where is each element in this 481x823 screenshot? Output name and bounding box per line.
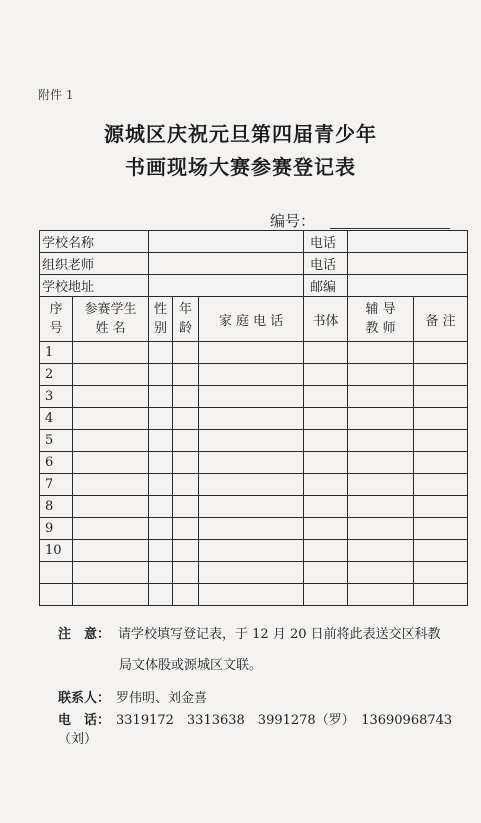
cell[interactable] [173,562,199,584]
cell[interactable] [414,474,468,496]
cell[interactable] [73,518,149,540]
cell[interactable] [149,364,173,386]
cell[interactable] [304,386,348,408]
cell[interactable] [199,452,304,474]
address-field[interactable] [149,275,304,297]
cell[interactable] [304,562,348,584]
cell[interactable] [149,496,173,518]
row-number: 5 [40,430,73,452]
cell[interactable] [173,430,199,452]
cell[interactable] [73,474,149,496]
cell[interactable] [199,364,304,386]
cell[interactable] [149,342,173,364]
cell[interactable] [73,364,149,386]
cell[interactable] [348,386,414,408]
note-line1 [58,623,441,642]
cell[interactable] [304,540,348,562]
info-row-teacher [40,253,468,275]
cell[interactable] [149,408,173,430]
header-seq: 序 号 [40,297,73,342]
cell[interactable] [73,584,149,606]
cell[interactable] [173,474,199,496]
cell[interactable] [414,584,468,606]
cell[interactable] [304,496,348,518]
cell[interactable] [199,474,304,496]
cell[interactable] [199,386,304,408]
row-number: 3 [40,386,73,408]
table-row [40,518,468,540]
cell[interactable] [348,540,414,562]
row-number [40,584,73,606]
cell[interactable] [414,386,468,408]
cell[interactable] [149,452,173,474]
teacher-field[interactable] [149,253,304,275]
form-title-line1: 源城区庆祝元旦第四届青少年 [104,122,377,146]
cell[interactable] [304,408,348,430]
header-gender: 性 别 [149,297,173,342]
info-row-address [40,275,468,297]
cell[interactable] [348,496,414,518]
cell[interactable] [348,430,414,452]
cell[interactable] [173,540,199,562]
table-row [40,408,468,430]
table-row [40,386,468,408]
phone-label: 电 话： [58,713,111,728]
table-row [40,496,468,518]
cell[interactable] [149,518,173,540]
cell[interactable] [199,562,304,584]
header-style: 书体 [304,297,348,342]
cell[interactable] [304,452,348,474]
note-text-2: 局文体股或源城区文联。 [119,658,263,673]
row-number: 9 [40,518,73,540]
school-name-label: 学校名称 [40,231,149,253]
phone-label-2: 电话 [304,253,348,275]
cell[interactable] [414,408,468,430]
cell[interactable] [149,430,173,452]
table-row [40,540,468,562]
cell[interactable] [199,518,304,540]
cell[interactable] [73,496,149,518]
row-number: 1 [40,342,73,364]
cell[interactable] [348,518,414,540]
cell[interactable] [348,474,414,496]
cell[interactable] [304,342,348,364]
table-row [40,364,468,386]
cell[interactable] [199,540,304,562]
cell[interactable] [348,584,414,606]
cell[interactable] [348,452,414,474]
cell[interactable] [199,342,304,364]
header-student: 参赛学生 姓 名 [73,297,149,342]
cell[interactable] [414,342,468,364]
cell[interactable] [199,430,304,452]
info-row-school [40,231,468,253]
cell[interactable] [414,540,468,562]
note-text-1: 请学校填写登记表，于 12 月 20 日前将此表送交区科教 [118,627,441,642]
table-row [40,452,468,474]
cell[interactable] [414,364,468,386]
cell[interactable] [199,584,304,606]
cell[interactable] [149,540,173,562]
phone-label-1: 电话 [304,231,348,253]
row-number: 10 [40,540,73,562]
address-label: 学校地址 [40,275,149,297]
phone-field-1[interactable] [348,231,468,253]
row-number: 4 [40,408,73,430]
cell[interactable] [173,342,199,364]
cell[interactable] [73,342,149,364]
cell[interactable] [149,386,173,408]
registration-table [39,230,468,606]
phone-line [58,709,481,747]
cell[interactable] [414,452,468,474]
phone-value: 3319172 3313638 3991278（罗） 13690968743（刘） [58,713,453,747]
cell[interactable] [414,430,468,452]
table-row [40,430,468,452]
row-number: 7 [40,474,73,496]
cell[interactable] [149,584,173,606]
contact-value: 罗伟明、刘金喜 [116,691,208,706]
cell[interactable] [414,562,468,584]
header-tutor: 辅 导 教 师 [348,297,414,342]
cell[interactable] [73,540,149,562]
school-name-field[interactable] [149,231,304,253]
postcode-field[interactable] [348,275,468,297]
cell[interactable] [414,518,468,540]
cell[interactable] [73,430,149,452]
cell[interactable] [304,364,348,386]
cell[interactable] [304,584,348,606]
header-home-phone: 家 庭 电 话 [199,297,304,342]
cell[interactable] [304,430,348,452]
cell[interactable] [304,518,348,540]
serial-number-field[interactable] [330,228,450,229]
row-number [40,562,73,584]
cell[interactable] [173,496,199,518]
header-remarks: 备 注 [414,297,468,342]
phone-field-2[interactable] [348,253,468,275]
cell[interactable] [348,408,414,430]
note-label: 注 意： [58,627,111,642]
cell[interactable] [414,496,468,518]
cell[interactable] [173,452,199,474]
cell[interactable] [149,474,173,496]
table-header-row [40,297,468,342]
cell[interactable] [149,562,173,584]
header-age: 年 龄 [173,297,199,342]
postcode-label: 邮编 [304,275,348,297]
row-number: 6 [40,452,73,474]
cell[interactable] [173,364,199,386]
cell[interactable] [173,408,199,430]
row-number: 8 [40,496,73,518]
cell[interactable] [199,496,304,518]
row-number: 2 [40,364,73,386]
table-row [40,562,468,584]
teacher-label: 组织老师 [40,253,149,275]
cell[interactable] [73,408,149,430]
cell[interactable] [304,474,348,496]
table-row [40,342,468,364]
contact-line [58,687,207,706]
cell[interactable] [173,386,199,408]
cell[interactable] [348,342,414,364]
cell[interactable] [199,408,304,430]
serial-number-label: 编号： [270,212,316,230]
annex-label: 附件 1 [38,88,74,102]
table-row [40,474,468,496]
table-row [40,584,468,606]
cell[interactable] [173,518,199,540]
form-title-line2: 书画现场大赛参赛登记表 [125,155,356,179]
cell[interactable] [348,562,414,584]
cell[interactable] [73,562,149,584]
cell[interactable] [348,364,414,386]
contact-label: 联系人： [58,691,111,706]
cell[interactable] [73,386,149,408]
cell[interactable] [173,584,199,606]
cell[interactable] [73,452,149,474]
